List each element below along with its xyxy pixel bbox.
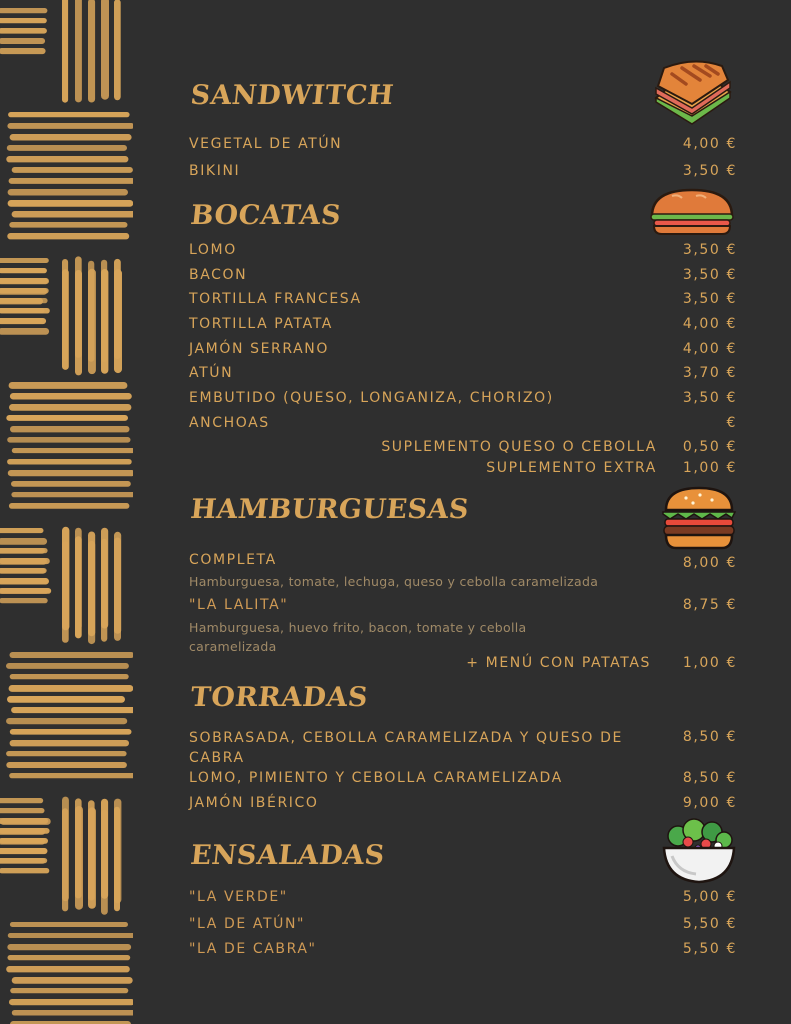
supplement-price: 1,00 € [682,460,737,476]
menu-item-name: JAMÓN SERRANO [189,341,329,357]
menu-item-price: 5,00 € [682,889,737,905]
menu-item-price: 3,50 € [682,291,737,307]
menu-item-price: 8,75 € [682,597,737,613]
menu-item-description: Hamburguesa, huevo frito, bacon, tomate y cebolla caramelizada [189,620,527,654]
menu-item-price: 8,50 € [682,729,737,745]
supplement-price: 0,50 € [682,439,737,455]
menu-item-price: 4,00 € [682,316,737,332]
menu-item-price: € [726,415,737,431]
menu-item-name: BIKINI [189,163,241,179]
section-title-hamburguesas: HAMBURGUESAS [189,494,471,525]
menu-item-price: 5,50 € [682,916,737,932]
menu-item-name: "LA DE CABRA" [189,941,317,957]
menu-item-description: Hamburguesa, tomate, lechuga, queso y cebolla caramelizada [189,574,599,589]
burger-icon [660,486,738,552]
decorative-stripe-pattern [0,0,133,1024]
menu-item-price: 8,00 € [682,555,737,571]
supplement-name: SUPLEMENTO EXTRA [486,460,657,476]
sandwich-icon [650,58,736,126]
menu-item-name: ATÚN [189,365,234,381]
menu-item-name: VEGETAL DE ATÚN [189,136,343,152]
section-title-ensaladas: ENSALADAS [189,840,387,871]
menu-item-name: JAMÓN IBÉRICO [189,795,319,811]
menu-item-name: SOBRASADA, CEBOLLA CARAMELIZADA Y QUESO DE CABRA [189,730,623,766]
menu-item-name: LOMO, PIMIENTO Y CEBOLLA CARAMELIZADA [189,770,563,786]
supplement-price: 1,00 € [682,655,737,671]
menu-item-price: 8,50 € [682,770,737,786]
menu-item-name: LOMO [189,242,237,258]
menu-item-price: 4,00 € [682,136,737,152]
menu-item-price: 5,50 € [682,941,737,957]
menu-item-price: 3,50 € [682,267,737,283]
menu-item-name: TORTILLA FRANCESA [189,291,362,307]
menu-item-name: EMBUTIDO (QUESO, LONGANIZA, CHORIZO) [189,390,554,406]
menu-item-name: COMPLETA [189,552,277,568]
section-title-sandwitch: SANDWITCH [189,80,396,111]
menu-item-name: ANCHOAS [189,415,270,431]
menu-item-price: 3,70 € [682,365,737,381]
section-title-torradas: TORRADAS [189,682,370,713]
menu-item-price: 3,50 € [682,390,737,406]
salad-bowl-icon [660,818,738,886]
supplement-name: + MENÚ CON PATATAS [466,655,651,671]
sub-sandwich-icon [648,186,736,238]
menu-item-price: 3,50 € [682,163,737,179]
menu-item-price: 3,50 € [682,242,737,258]
menu-item-price: 4,00 € [682,341,737,357]
menu-item-name: BACON [189,267,248,283]
section-title-bocatas: BOCATAS [189,200,343,231]
supplement-name: SUPLEMENTO QUESO O CEBOLLA [381,439,657,455]
menu-item-name: TORTILLA PATATA [189,316,333,332]
menu-item-name: "LA VERDE" [189,889,288,905]
menu-item-name: "LA LALITA" [189,597,289,613]
menu-item-price: 9,00 € [682,795,737,811]
menu-item-name: "LA DE ATÚN" [189,916,306,932]
